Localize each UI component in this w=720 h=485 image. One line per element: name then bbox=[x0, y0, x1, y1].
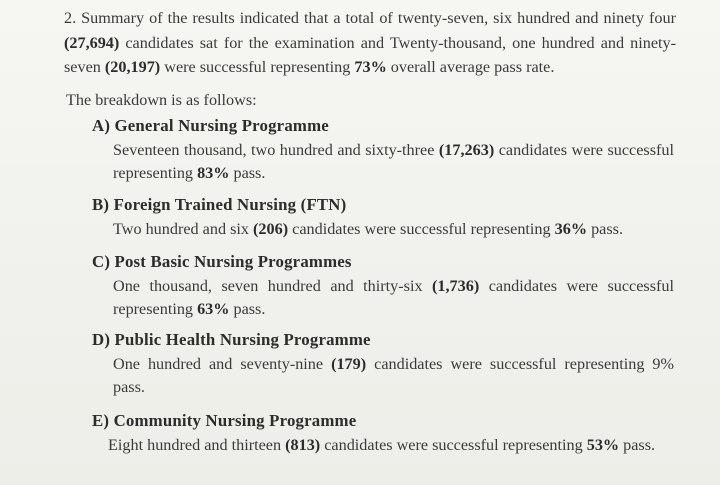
section-text: candidates were successful representing bbox=[320, 436, 587, 454]
section-text: candidates were successful representing bbox=[113, 277, 674, 318]
section-body bbox=[113, 218, 674, 241]
section-pass-rate: 63% bbox=[197, 300, 230, 318]
section-text: pass. bbox=[229, 164, 266, 182]
section-text: pass. bbox=[619, 436, 656, 454]
section-pass-rate: 53% bbox=[586, 436, 620, 454]
section-foreign-trained-nursing bbox=[92, 194, 674, 241]
section-body bbox=[108, 434, 674, 457]
section-text: candidates were successful representing 9% pass. bbox=[113, 355, 674, 396]
section-public-health-nursing bbox=[92, 329, 674, 399]
successful-candidates: (20,197) bbox=[104, 58, 161, 76]
section-pass-rate: 83% bbox=[197, 164, 230, 182]
section-body bbox=[113, 139, 674, 185]
section-post-basic-nursing bbox=[92, 251, 674, 321]
summary-paragraph bbox=[64, 6, 676, 80]
section-count: (1,736) bbox=[432, 277, 480, 295]
section-count: (17,263) bbox=[438, 141, 495, 159]
section-body bbox=[113, 353, 674, 399]
section-body bbox=[113, 275, 674, 321]
section-text: candidates were successful representing bbox=[113, 141, 674, 182]
section-text: pass. bbox=[587, 220, 624, 238]
section-text: One hundred and seventy-nine bbox=[113, 355, 332, 373]
section-heading: E) Community Nursing Programme bbox=[92, 411, 357, 430]
section-text: Seventeen thousand, two hundred and sixty-three bbox=[113, 141, 439, 159]
section-heading: D) Public Health Nursing Programme bbox=[92, 330, 371, 349]
section-pass-rate: 36% bbox=[554, 220, 588, 238]
section-text: Two hundred and six bbox=[113, 220, 254, 238]
section-count: (179) bbox=[331, 355, 367, 373]
section-text: Eight hundred and thirteen bbox=[108, 436, 286, 454]
section-count: (813) bbox=[285, 436, 321, 454]
total-candidates: (27,694) bbox=[64, 33, 120, 52]
section-count: (206) bbox=[253, 220, 289, 238]
section-text: candidates were successful representing bbox=[288, 220, 555, 238]
section-general-nursing bbox=[92, 115, 674, 185]
summary-text-2: candidates sat for the examination and Twenty-thousand, one hundred and ninety-seven bbox=[64, 33, 676, 76]
section-heading: C) Post Basic Nursing Programmes bbox=[92, 252, 352, 271]
section-community-nursing bbox=[92, 410, 674, 457]
section-text: pass. bbox=[229, 300, 266, 318]
breakdown-label: The breakdown is as follows: bbox=[66, 91, 257, 109]
summary-text-3: were successful representing bbox=[160, 58, 355, 76]
section-text: One thousand, seven hundred and thirty-six bbox=[113, 277, 433, 295]
section-heading: B) Foreign Trained Nursing (FTN) bbox=[92, 195, 347, 214]
summary-text-4: overall average pass rate. bbox=[386, 58, 555, 76]
overall-pass-rate: 73% bbox=[354, 58, 387, 76]
section-heading: A) General Nursing Programme bbox=[92, 116, 329, 135]
summary-text-1: 2. Summary of the results indicated that a total of twenty-seven, six hundred and ninety four bbox=[64, 9, 676, 27]
